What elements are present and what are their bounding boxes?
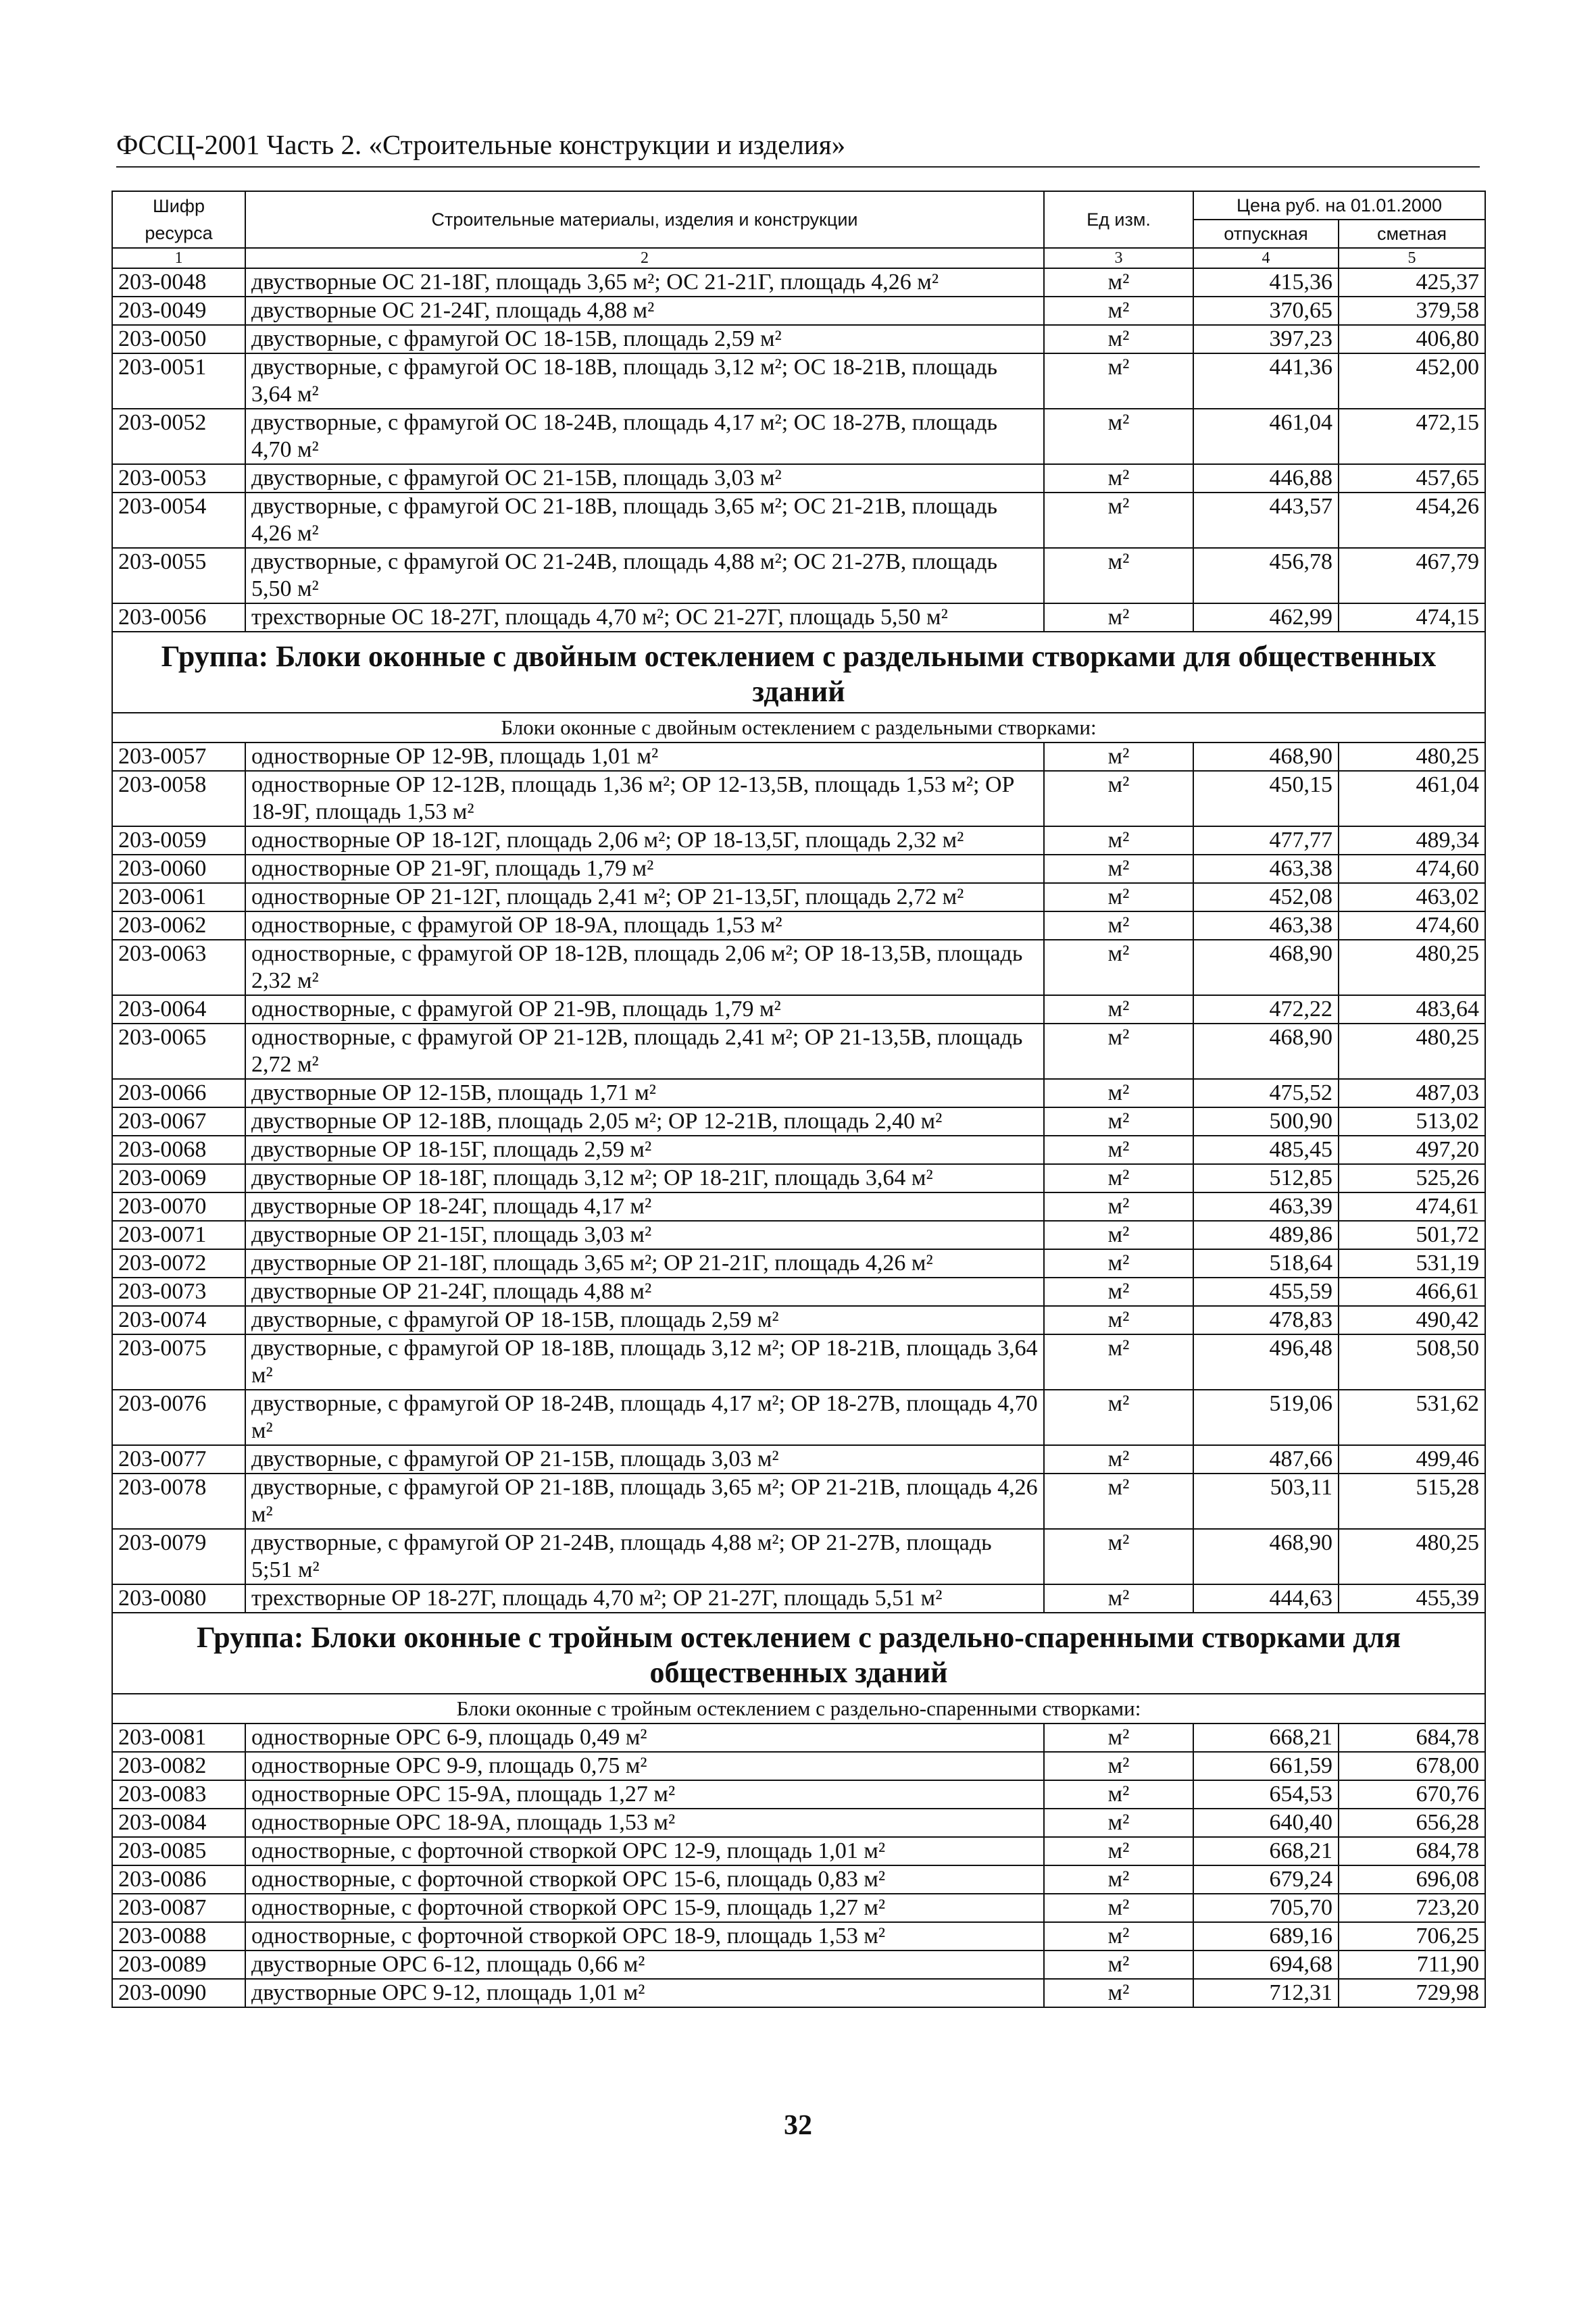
item-description: двустворные, с фрамугой ОР 18-18В, площадь 3,12 м²; ОР 18-21В, площадь 3,64 м² <box>245 1334 1044 1390</box>
resource-code: 203-0085 <box>112 1837 245 1865</box>
resource-code: 203-0073 <box>112 1278 245 1306</box>
estimate-price: 487,03 <box>1339 1079 1485 1107</box>
table-row <box>112 1107 1485 1136</box>
estimate-price: 513,02 <box>1339 1107 1485 1136</box>
unit-of-measure: м² <box>1044 325 1193 353</box>
wholesale-price: 468,90 <box>1193 1529 1339 1584</box>
resource-code: 203-0083 <box>112 1780 245 1809</box>
wholesale-price: 462,99 <box>1193 603 1339 632</box>
unit-of-measure: м² <box>1044 1474 1193 1529</box>
estimate-price: 656,28 <box>1339 1809 1485 1837</box>
wholesale-price: 712,31 <box>1193 1979 1339 2007</box>
unit-of-measure: м² <box>1044 493 1193 548</box>
wholesale-price: 370,65 <box>1193 297 1339 325</box>
item-description: одностворные, с фрамугой ОР 18-12В, площадь 2,06 м²; ОР 18-13,5В, площадь 2,32 м² <box>245 940 1044 995</box>
estimate-price: 472,15 <box>1339 409 1485 464</box>
table-row <box>112 1752 1485 1780</box>
unit-of-measure: м² <box>1044 297 1193 325</box>
unit-of-measure: м² <box>1044 1390 1193 1445</box>
unit-of-measure: м² <box>1044 1951 1193 1979</box>
unit-of-measure: м² <box>1044 1221 1193 1249</box>
estimate-price: 425,37 <box>1339 268 1485 297</box>
wholesale-price: 489,86 <box>1193 1221 1339 1249</box>
resource-code: 203-0074 <box>112 1306 245 1334</box>
wholesale-price: 668,21 <box>1193 1837 1339 1865</box>
column-number: 3 <box>1044 248 1193 268</box>
wholesale-price: 456,78 <box>1193 548 1339 603</box>
section-or-windows <box>112 743 1485 1613</box>
table-row <box>112 743 1485 771</box>
wholesale-price: 446,88 <box>1193 464 1339 493</box>
estimate-price: 474,15 <box>1339 603 1485 632</box>
estimate-price: 531,19 <box>1339 1249 1485 1278</box>
unit-of-measure: м² <box>1044 409 1193 464</box>
section-ors-windows <box>112 1724 1485 2007</box>
item-description: двустворные ОРС 9-12, площадь 1,01 м² <box>245 1979 1044 2007</box>
resource-code: 203-0084 <box>112 1809 245 1837</box>
table-row <box>112 1837 1485 1865</box>
resource-code: 203-0055 <box>112 548 245 603</box>
item-description: двустворные ОРС 6-12, площадь 0,66 м² <box>245 1951 1044 1979</box>
item-description: двустворные ОС 21-24Г, площадь 4,88 м² <box>245 297 1044 325</box>
group-subtitle: Блоки оконные с тройным остеклением с раздельно-спаренными створками: <box>112 1694 1485 1724</box>
unit-of-measure: м² <box>1044 1529 1193 1584</box>
resource-code: 203-0056 <box>112 603 245 632</box>
table-row <box>112 1474 1485 1529</box>
table-row <box>112 1809 1485 1837</box>
item-description: двустворные, с фрамугой ОР 21-24В, площадь 4,88 м²; ОР 21-27В, площадь 5;51 м² <box>245 1529 1044 1584</box>
table-row <box>112 883 1485 911</box>
table-row <box>112 1249 1485 1278</box>
item-description: двустворные, с фрамугой ОР 21-18В, площадь 3,65 м²; ОР 21-21В, площадь 4,26 м² <box>245 1474 1044 1529</box>
table-row <box>112 1724 1485 1752</box>
col-header-materials: Строительные материалы, изделия и конструкции <box>245 191 1044 248</box>
unit-of-measure: м² <box>1044 995 1193 1024</box>
wholesale-price: 463,38 <box>1193 855 1339 883</box>
item-description: одностворные ОРС 15-9А, площадь 1,27 м² <box>245 1780 1044 1809</box>
item-description: двустворные, с фрамугой ОР 18-24В, площадь 4,17 м²; ОР 18-27В, площадь 4,70 м² <box>245 1390 1044 1445</box>
resource-code: 203-0064 <box>112 995 245 1024</box>
table-row <box>112 464 1485 493</box>
wholesale-price: 441,36 <box>1193 353 1339 409</box>
estimate-price: 531,62 <box>1339 1390 1485 1445</box>
table-row <box>112 1192 1485 1221</box>
wholesale-price: 463,39 <box>1193 1192 1339 1221</box>
item-description: одностворные ОР 21-9Г, площадь 1,79 м² <box>245 855 1044 883</box>
table-row <box>112 1922 1485 1951</box>
item-description: одностворные ОР 12-12В, площадь 1,36 м²; ОР 12-13,5В, площадь 1,53 м²; ОР 18-9Г, площадь 1,53 м² <box>245 771 1044 826</box>
item-description: двустворные, с фрамугой ОС 18-18В, площадь 3,12 м²; ОС 18-21В, площадь 3,64 м² <box>245 353 1044 409</box>
unit-of-measure: м² <box>1044 1249 1193 1278</box>
wholesale-price: 478,83 <box>1193 1306 1339 1334</box>
resource-code: 203-0071 <box>112 1221 245 1249</box>
wholesale-price: 463,38 <box>1193 911 1339 940</box>
estimate-price: 711,90 <box>1339 1951 1485 1979</box>
resource-code: 203-0053 <box>112 464 245 493</box>
item-description: одностворные ОРС 6-9, площадь 0,49 м² <box>245 1724 1044 1752</box>
table-row <box>112 1334 1485 1390</box>
estimate-price: 467,79 <box>1339 548 1485 603</box>
table-row <box>112 297 1485 325</box>
resource-code: 203-0063 <box>112 940 245 995</box>
item-description: двустворные, с фрамугой ОР 18-15В, площадь 2,59 м² <box>245 1306 1044 1334</box>
unit-of-measure: м² <box>1044 1192 1193 1221</box>
table-row <box>112 1390 1485 1445</box>
col-header-estimate: сметная <box>1339 220 1485 248</box>
col-header-price-group: Цена руб. на 01.01.2000 <box>1193 191 1485 220</box>
item-description: двустворные ОС 21-18Г, площадь 3,65 м²; ОС 21-21Г, площадь 4,26 м² <box>245 268 1044 297</box>
estimate-price: 454,26 <box>1339 493 1485 548</box>
estimate-price: 480,25 <box>1339 743 1485 771</box>
item-description: двустворные, с фрамугой ОС 18-24В, площадь 4,17 м²; ОС 18-27В, площадь 4,70 м² <box>245 409 1044 464</box>
estimate-price: 490,42 <box>1339 1306 1485 1334</box>
item-description: одностворные, с форточной створкой ОРС 15-9, площадь 1,27 м² <box>245 1894 1044 1922</box>
unit-of-measure: м² <box>1044 1865 1193 1894</box>
item-description: двустворные, с фрамугой ОС 18-15В, площадь 2,59 м² <box>245 325 1044 353</box>
unit-of-measure: м² <box>1044 1107 1193 1136</box>
unit-of-measure: м² <box>1044 1334 1193 1390</box>
group-title: Группа: Блоки оконные с тройным остеклением с раздельно-спаренными створками для общественных зданий <box>112 1613 1485 1694</box>
wholesale-price: 468,90 <box>1193 1024 1339 1079</box>
resource-code: 203-0060 <box>112 855 245 883</box>
item-description: двустворные ОР 21-24Г, площадь 4,88 м² <box>245 1278 1044 1306</box>
unit-of-measure: м² <box>1044 1780 1193 1809</box>
resource-code: 203-0075 <box>112 1334 245 1390</box>
resource-code: 203-0072 <box>112 1249 245 1278</box>
item-description: трехстворные ОР 18-27Г, площадь 4,70 м²; ОР 21-27Г, площадь 5,51 м² <box>245 1584 1044 1613</box>
unit-of-measure: м² <box>1044 771 1193 826</box>
unit-of-measure: м² <box>1044 940 1193 995</box>
estimate-price: 452,00 <box>1339 353 1485 409</box>
item-description: одностворные ОРС 9-9, площадь 0,75 м² <box>245 1752 1044 1780</box>
unit-of-measure: м² <box>1044 1445 1193 1474</box>
resource-code: 203-0070 <box>112 1192 245 1221</box>
estimate-price: 729,98 <box>1339 1979 1485 2007</box>
wholesale-price: 668,21 <box>1193 1724 1339 1752</box>
item-description: двустворные, с фрамугой ОС 21-15В, площадь 3,03 м² <box>245 464 1044 493</box>
estimate-price: 684,78 <box>1339 1837 1485 1865</box>
estimate-price: 461,04 <box>1339 771 1485 826</box>
unit-of-measure: м² <box>1044 855 1193 883</box>
item-description: трехстворные ОС 18-27Г, площадь 4,70 м²; ОС 21-27Г, площадь 5,50 м² <box>245 603 1044 632</box>
estimate-price: 723,20 <box>1339 1894 1485 1922</box>
table-row <box>112 409 1485 464</box>
table-row <box>112 1306 1485 1334</box>
resource-code: 203-0088 <box>112 1922 245 1951</box>
resource-code: 203-0090 <box>112 1979 245 2007</box>
estimate-price: 480,25 <box>1339 940 1485 995</box>
resource-code: 203-0049 <box>112 297 245 325</box>
table-row <box>112 995 1485 1024</box>
table-row <box>112 1445 1485 1474</box>
table-row <box>112 1584 1485 1613</box>
estimate-price: 670,76 <box>1339 1780 1485 1809</box>
table-row <box>112 1278 1485 1306</box>
estimate-price: 706,25 <box>1339 1922 1485 1951</box>
estimate-price: 497,20 <box>1339 1136 1485 1164</box>
wholesale-price: 689,16 <box>1193 1922 1339 1951</box>
resource-code: 203-0054 <box>112 493 245 548</box>
table-row <box>112 1894 1485 1922</box>
resource-code: 203-0052 <box>112 409 245 464</box>
resource-code: 203-0059 <box>112 826 245 855</box>
wholesale-price: 694,68 <box>1193 1951 1339 1979</box>
unit-of-measure: м² <box>1044 1278 1193 1306</box>
resource-code: 203-0050 <box>112 325 245 353</box>
wholesale-price: 518,64 <box>1193 1249 1339 1278</box>
unit-of-measure: м² <box>1044 1752 1193 1780</box>
unit-of-measure: м² <box>1044 1164 1193 1192</box>
item-description: двустворные ОР 18-24Г, площадь 4,17 м² <box>245 1192 1044 1221</box>
unit-of-measure: м² <box>1044 548 1193 603</box>
wholesale-price: 397,23 <box>1193 325 1339 353</box>
resource-code: 203-0086 <box>112 1865 245 1894</box>
table-row <box>112 1979 1485 2007</box>
table-row <box>112 940 1485 995</box>
resource-code: 203-0067 <box>112 1107 245 1136</box>
table-row <box>112 911 1485 940</box>
col-header-code: Шифр ресурса <box>112 191 245 248</box>
item-description: двустворные ОР 21-18Г, площадь 3,65 м²; ОР 21-21Г, площадь 4,26 м² <box>245 1249 1044 1278</box>
wholesale-price: 477,77 <box>1193 826 1339 855</box>
wholesale-price: 640,40 <box>1193 1809 1339 1837</box>
unit-of-measure: м² <box>1044 1079 1193 1107</box>
estimate-price: 501,72 <box>1339 1221 1485 1249</box>
item-description: одностворные ОРС 18-9А, площадь 1,53 м² <box>245 1809 1044 1837</box>
resource-code: 203-0069 <box>112 1164 245 1192</box>
table-row <box>112 1529 1485 1584</box>
wholesale-price: 705,70 <box>1193 1894 1339 1922</box>
item-description: двустворные, с фрамугой ОС 21-18В, площадь 3,65 м²; ОС 21-21В, площадь 4,26 м² <box>245 493 1044 548</box>
unit-of-measure: м² <box>1044 353 1193 409</box>
table-row <box>112 1024 1485 1079</box>
item-description: двустворные ОР 18-18Г, площадь 3,12 м²; ОР 18-21Г, площадь 3,64 м² <box>245 1164 1044 1192</box>
unit-of-measure: м² <box>1044 1584 1193 1613</box>
unit-of-measure: м² <box>1044 911 1193 940</box>
column-number: 1 <box>112 248 245 268</box>
unit-of-measure: м² <box>1044 1837 1193 1865</box>
resource-code: 203-0089 <box>112 1951 245 1979</box>
estimate-price: 515,28 <box>1339 1474 1485 1529</box>
wholesale-price: 461,04 <box>1193 409 1339 464</box>
header-rule <box>116 166 1480 168</box>
wholesale-price: 487,66 <box>1193 1445 1339 1474</box>
wholesale-price: 512,85 <box>1193 1164 1339 1192</box>
table-row <box>112 1951 1485 1979</box>
wholesale-price: 475,52 <box>1193 1079 1339 1107</box>
page-number: 32 <box>784 2110 812 2141</box>
item-description: одностворные, с форточной створкой ОРС 15-6, площадь 0,83 м² <box>245 1865 1044 1894</box>
resource-code: 203-0082 <box>112 1752 245 1780</box>
item-description: одностворные, с фрамугой ОР 21-9В, площадь 1,79 м² <box>245 995 1044 1024</box>
wholesale-price: 452,08 <box>1193 883 1339 911</box>
item-description: одностворные, с форточной створкой ОРС 18-9, площадь 1,53 м² <box>245 1922 1044 1951</box>
estimate-price: 480,25 <box>1339 1024 1485 1079</box>
wholesale-price: 485,45 <box>1193 1136 1339 1164</box>
group-c-header <box>112 1613 1485 1724</box>
estimate-price: 474,61 <box>1339 1192 1485 1221</box>
item-description: двустворные ОР 12-15В, площадь 1,71 м² <box>245 1079 1044 1107</box>
table-row <box>112 353 1485 409</box>
estimate-price: 489,34 <box>1339 826 1485 855</box>
unit-of-measure: м² <box>1044 1894 1193 1922</box>
resource-code: 203-0068 <box>112 1136 245 1164</box>
item-description: одностворные ОР 12-9В, площадь 1,01 м² <box>245 743 1044 771</box>
wholesale-price: 468,90 <box>1193 940 1339 995</box>
unit-of-measure: м² <box>1044 1809 1193 1837</box>
estimate-price: 457,65 <box>1339 464 1485 493</box>
unit-of-measure: м² <box>1044 1922 1193 1951</box>
item-description: одностворные, с фрамугой ОР 18-9А, площадь 1,53 м² <box>245 911 1044 940</box>
resource-code: 203-0078 <box>112 1474 245 1529</box>
wholesale-price: 468,90 <box>1193 743 1339 771</box>
table-row <box>112 1136 1485 1164</box>
unit-of-measure: м² <box>1044 826 1193 855</box>
item-description: одностворные, с форточной створкой ОРС 12-9, площадь 1,01 м² <box>245 1837 1044 1865</box>
wholesale-price: 443,57 <box>1193 493 1339 548</box>
table-row <box>112 771 1485 826</box>
resource-code: 203-0079 <box>112 1529 245 1584</box>
item-description: двустворные ОР 21-15Г, площадь 3,03 м² <box>245 1221 1044 1249</box>
wholesale-price: 679,24 <box>1193 1865 1339 1894</box>
table-row <box>112 855 1485 883</box>
estimate-price: 455,39 <box>1339 1584 1485 1613</box>
unit-of-measure: м² <box>1044 743 1193 771</box>
resource-code: 203-0057 <box>112 743 245 771</box>
group-title: Группа: Блоки оконные с двойным остеклением с раздельными створками для общественных зданий <box>112 632 1485 713</box>
resource-code: 203-0051 <box>112 353 245 409</box>
resource-code: 203-0076 <box>112 1390 245 1445</box>
item-description: двустворные ОР 12-18В, площадь 2,05 м²; ОР 12-21В, площадь 2,40 м² <box>245 1107 1044 1136</box>
unit-of-measure: м² <box>1044 1024 1193 1079</box>
estimate-price: 379,58 <box>1339 297 1485 325</box>
item-description: двустворные, с фрамугой ОС 21-24В, площадь 4,88 м²; ОС 21-27В, площадь 5,50 м² <box>245 548 1044 603</box>
wholesale-price: 661,59 <box>1193 1752 1339 1780</box>
resource-code: 203-0061 <box>112 883 245 911</box>
table-row <box>112 603 1485 632</box>
estimate-price: 474,60 <box>1339 911 1485 940</box>
price-table <box>111 191 1486 2008</box>
estimate-price: 466,61 <box>1339 1278 1485 1306</box>
unit-of-measure: м² <box>1044 464 1193 493</box>
wholesale-price: 654,53 <box>1193 1780 1339 1809</box>
table-row <box>112 268 1485 297</box>
group-b-header <box>112 632 1485 743</box>
item-description: двустворные ОР 18-15Г, площадь 2,59 м² <box>245 1136 1044 1164</box>
table-row <box>112 1865 1485 1894</box>
wholesale-price: 455,59 <box>1193 1278 1339 1306</box>
table-row <box>112 325 1485 353</box>
resource-code: 203-0058 <box>112 771 245 826</box>
wholesale-price: 496,48 <box>1193 1334 1339 1390</box>
unit-of-measure: м² <box>1044 1724 1193 1752</box>
estimate-price: 696,08 <box>1339 1865 1485 1894</box>
estimate-price: 678,00 <box>1339 1752 1485 1780</box>
estimate-price: 463,02 <box>1339 883 1485 911</box>
resource-code: 203-0077 <box>112 1445 245 1474</box>
unit-of-measure: м² <box>1044 1979 1193 2007</box>
table-row <box>112 1079 1485 1107</box>
unit-of-measure: м² <box>1044 603 1193 632</box>
resource-code: 203-0062 <box>112 911 245 940</box>
resource-code: 203-0087 <box>112 1894 245 1922</box>
table-row <box>112 548 1485 603</box>
item-description: одностворные ОР 21-12Г, площадь 2,41 м²; ОР 21-13,5Г, площадь 2,72 м² <box>245 883 1044 911</box>
estimate-price: 508,50 <box>1339 1334 1485 1390</box>
estimate-price: 406,80 <box>1339 325 1485 353</box>
estimate-price: 684,78 <box>1339 1724 1485 1752</box>
resource-code: 203-0080 <box>112 1584 245 1613</box>
item-description: одностворные, с фрамугой ОР 21-12В, площадь 2,41 м²; ОР 21-13,5В, площадь 2,72 м² <box>245 1024 1044 1079</box>
wholesale-price: 444,63 <box>1193 1584 1339 1613</box>
column-number: 5 <box>1339 248 1485 268</box>
table-row <box>112 826 1485 855</box>
resource-code: 203-0048 <box>112 268 245 297</box>
page-header-title: ФССЦ-2001 Часть 2. «Строительные конструкции и изделия» <box>116 129 846 160</box>
section-oc-windows <box>112 268 1485 632</box>
unit-of-measure: м² <box>1044 268 1193 297</box>
estimate-price: 480,25 <box>1339 1529 1485 1584</box>
estimate-price: 525,26 <box>1339 1164 1485 1192</box>
estimate-price: 474,60 <box>1339 855 1485 883</box>
group-subtitle: Блоки оконные с двойным остеклением с раздельными створками: <box>112 713 1485 743</box>
column-number: 2 <box>245 248 1044 268</box>
col-header-unit: Ед изм. <box>1044 191 1193 248</box>
wholesale-price: 519,06 <box>1193 1390 1339 1445</box>
col-header-wholesale: отпускная <box>1193 220 1339 248</box>
wholesale-price: 503,11 <box>1193 1474 1339 1529</box>
column-number: 4 <box>1193 248 1339 268</box>
table-row <box>112 1164 1485 1192</box>
table-row <box>112 1221 1485 1249</box>
wholesale-price: 415,36 <box>1193 268 1339 297</box>
resource-code: 203-0065 <box>112 1024 245 1079</box>
resource-code: 203-0081 <box>112 1724 245 1752</box>
unit-of-measure: м² <box>1044 1306 1193 1334</box>
table-row <box>112 493 1485 548</box>
wholesale-price: 500,90 <box>1193 1107 1339 1136</box>
column-number-row <box>112 248 1485 268</box>
item-description: одностворные ОР 18-12Г, площадь 2,06 м²; ОР 18-13,5Г, площадь 2,32 м² <box>245 826 1044 855</box>
wholesale-price: 472,22 <box>1193 995 1339 1024</box>
wholesale-price: 450,15 <box>1193 771 1339 826</box>
unit-of-measure: м² <box>1044 1136 1193 1164</box>
estimate-price: 499,46 <box>1339 1445 1485 1474</box>
item-description: двустворные, с фрамугой ОР 21-15В, площадь 3,03 м² <box>245 1445 1044 1474</box>
table-row <box>112 1780 1485 1809</box>
resource-code: 203-0066 <box>112 1079 245 1107</box>
estimate-price: 483,64 <box>1339 995 1485 1024</box>
unit-of-measure: м² <box>1044 883 1193 911</box>
